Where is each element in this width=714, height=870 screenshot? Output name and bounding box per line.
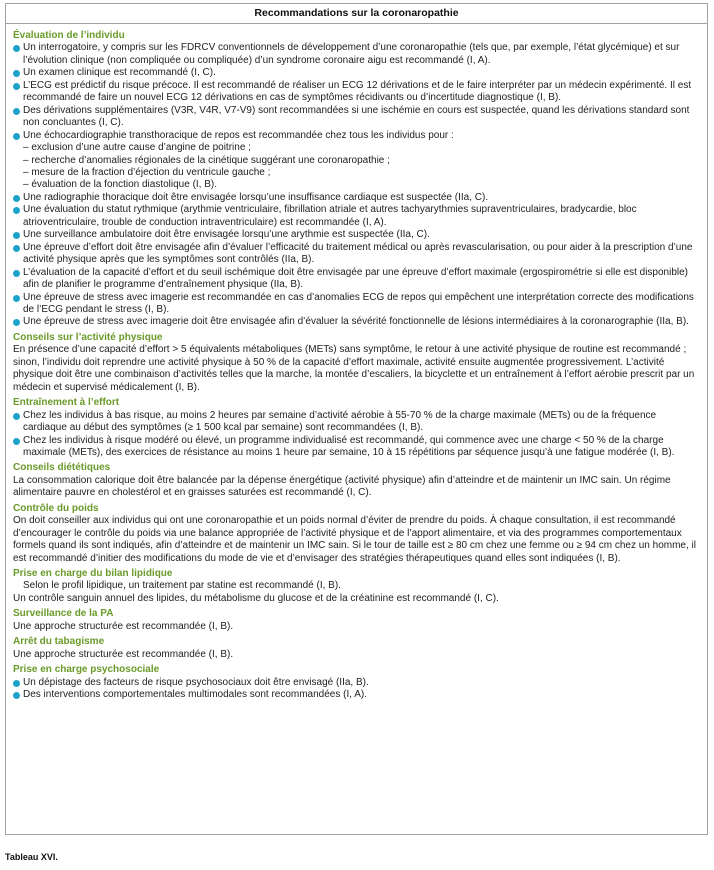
bullet-dot-icon [13, 270, 20, 277]
section-title: Évaluation de l’individu [13, 30, 125, 41]
bullet-dot-icon [13, 692, 20, 699]
section-title: Surveillance de la PA [13, 608, 114, 620]
bullet-text: Une échocardiographie transthoracique de repos est recommandée chez tous les individus pour : [23, 129, 454, 141]
bullet-item [13, 316, 699, 328]
bullet-text: Une épreuve de stress avec imagerie doit être envisagée afin d’évaluer la sévérité fonctionnelle de lésions intermédiaires à la coronarographie (IIa, B). [23, 316, 689, 328]
bullet-text: Une surveillance ambulatoire doit être envisagée lorsqu’une arythmie est suspectée (IIa, C). [23, 229, 430, 241]
bullet-item [13, 80, 699, 105]
bullet-item [13, 130, 699, 142]
bullet-item [13, 267, 699, 292]
sub-item: – mesure de la fraction d’éjection du ventricule gauche ; [23, 166, 271, 178]
section-title: Contrôle du poids [13, 502, 99, 514]
bullet-item [13, 192, 699, 204]
bullet-item [13, 42, 699, 67]
paragraph: La consommation calorique doit être balancée par la dépense énergétique (activité physique) afin d’atteindre et de maintenir un IMC sain. Un régime alimentaire pauvre en cholestérol et en graisses saturées est recommandé (I, C). [13, 474, 671, 499]
bullet-text: Un interrogatoire, y compris sur les FDRCV conventionnels de développement d’une coronaropathie (tels que, par exemple, l’état glycémique) et sur l’évolution clinique (non compliquée ou compliquée) d’un syndrome coronaire aigu est recommandé (I, A). [23, 42, 680, 66]
bullet-dot-icon [13, 413, 20, 420]
bullet-text: Chez les individus à risque modéré ou élevé, un programme individualisé est recommandé, qui commence avec une charge < 50 % de la charge maximale (METs), des exercices de résistance au moins 1 heure par semaine, 10 à 15 répétitions par séquence jusqu’à une fatigue modérée (I, B). [23, 434, 675, 458]
table-title: Recommandations sur la coronaropathie [6, 4, 707, 24]
bullet-dot-icon [13, 232, 20, 239]
paragraph: En présence d’une capacité d’effort > 5 équivalents métaboliques (METs) sans symptôme, le retour à une activité physique de routine est recommandé ; sinon, l’individu doit reprendre une activité physique à 50 % de la capacité d’effort maximale, activité ensuite augmentée progressivement. L’activité physique doit être une combinaison d’activités telles que la marche, la montée d’escaliers, la bicyclette et un entraînement à l’effort aérobie prescrit par un médecin et supervisé médicalement (I, B). [13, 344, 695, 393]
bullet-text: Des interventions comportementales multimodales sont recommandées (I, A). [23, 689, 368, 701]
recommendations-table [5, 3, 708, 835]
bullet-item [13, 229, 699, 241]
bullet-dot-icon [13, 70, 20, 77]
bullet-dot-icon [13, 245, 20, 252]
bullet-text: Une évaluation du statut rythmique (arythmie ventriculaire, fibrillation atriale et autres tachyarythmies supraventriculaires, bradycardie, bloc atrioventriculaire, trouble de conduction intraventriculaire) est recommandée (I, A). [23, 204, 637, 228]
bullet-dot-icon [13, 133, 20, 140]
bullet-dot-icon [13, 195, 20, 202]
section-title: Arrêt du tabagisme [13, 636, 105, 648]
paragraph: Une approche structurée est recommandée (I, B). [13, 648, 234, 660]
bullet-text: L’évaluation de la capacité d’effort et du seuil ischémique doit être envisagée par une épreuve d’effort maximale (ergospirométrie si elle est disponible) afin de planifier le programme d’entraînement physique (IIa, B). [23, 266, 689, 291]
bullet-dot-icon [13, 207, 20, 214]
bullet-dot-icon [13, 319, 20, 326]
bullet-dot-icon [13, 438, 20, 445]
bullet-dot-icon [13, 680, 20, 687]
sub-item: – exclusion d’une autre cause d’angine de poitrine ; [23, 142, 251, 154]
bullet-text: Des dérivations supplémentaires (V3R, V4R, V7-V9) sont recommandées si une ischémie en cours est suspectée, quand les dérivations standard sont non concluantes (I, C). [23, 104, 690, 129]
bullet-item [13, 67, 699, 79]
section-title: Conseils sur l’activité physique [13, 331, 163, 343]
bullet-text: Une épreuve de stress avec imagerie est recommandée en cas d’anomalies ECG de repos qui empêchent une interprétation correcte des modifications de l’ECG pendant le stress (I, B). [23, 291, 694, 315]
bullet-dot-icon [13, 295, 20, 302]
bullet-item [13, 105, 699, 130]
bullet-text: Un examen clinique est recommandé (I, C). [23, 67, 216, 79]
bullet-text: Une radiographie thoracique doit être envisagée lorsqu’une insuffisance cardiaque est suspectée (IIa, C). [23, 191, 489, 203]
bullet-item [13, 410, 699, 435]
sub-item: – recherche d’anomalies régionales de la cinétique suggérant une coronaropathie ; [23, 154, 390, 166]
bullet-dot-icon [13, 108, 20, 115]
sub-item: – évaluation de la fonction diastolique (I, B). [23, 179, 218, 191]
section-title: Conseils diététiques [13, 462, 111, 474]
paragraph: On doit conseiller aux individus qui ont une coronaropathie et un poids normal d’éviter de prendre du poids. À chaque consultation, il est recommandé d’encourager le contrôle du poids via une balance appropriée de l’activité physique et de l’apport alimentaire, et via des programmes comportementaux formels quand ils sont indiqués, afin d’atteindre et de maintenir un IMC sain. Si le tour de taille est ≥ 80 cm chez une femme ou ≥ 94 cm chez un homme, il est recommandé d’initier des modifications du mode de vie et d’envisager des stratégies thérapeutiques quand elles sont indiquées (I, B). [13, 515, 696, 564]
paragraph: Une approche structurée est recommandée (I, B). [13, 620, 234, 632]
table-body [6, 24, 707, 702]
bullet-text: Un dépistage des facteurs de risque psychosociaux doit être envisagé (IIa, B). [23, 676, 369, 688]
bullet-item [13, 435, 699, 460]
section-title: Prise en charge du bilan lipidique [13, 568, 173, 580]
bullet-dot-icon [13, 83, 20, 90]
section-title: Prise en charge psychosociale [13, 664, 160, 676]
bullet-item [13, 677, 699, 689]
bullet-text: L’ECG est prédictif du risque précoce. Il est recommandé de réaliser un ECG 12 dérivations et de le faire interpréter par un médecin expérimenté. Il est recommandé de faire un nouvel ECG 12 dérivations en cas de symptômes récidivants ou d’incertitude diagnostique (I, B). [23, 79, 692, 104]
bullet-text: Une épreuve d’effort doit être envisagée afin d’évaluer l’efficacité du traitement médical ou après revascularisation, ou pour aider à la prescription d’une activité physique après que les symptômes sont contrôlés (IIa, B). [23, 241, 693, 266]
section-title: Entraînement à l’effort [13, 397, 120, 409]
bullet-item [13, 242, 699, 267]
bullet-item [13, 689, 699, 701]
sub-item: Selon le profil lipidique, un traitement par statine est recommandé (I, B). [23, 580, 341, 592]
bullet-text: Chez les individus à bas risque, au moins 2 heures par semaine d’activité aérobie à 55-70 % de la charge maximale (METs) ou de la fréquence cardiaque au début des symptômes (≥ 1 500 kcal par semaine) sont recommandées (I, B). [23, 409, 657, 434]
bullet-item [13, 204, 699, 229]
paragraph: Un contrôle sanguin annuel des lipides, du métabolisme du glucose et de la créatinine est recommandé (I, C). [13, 592, 499, 604]
bullet-dot-icon [13, 45, 20, 52]
table-caption: Tableau XVI. [5, 852, 58, 862]
bullet-item [13, 292, 699, 317]
